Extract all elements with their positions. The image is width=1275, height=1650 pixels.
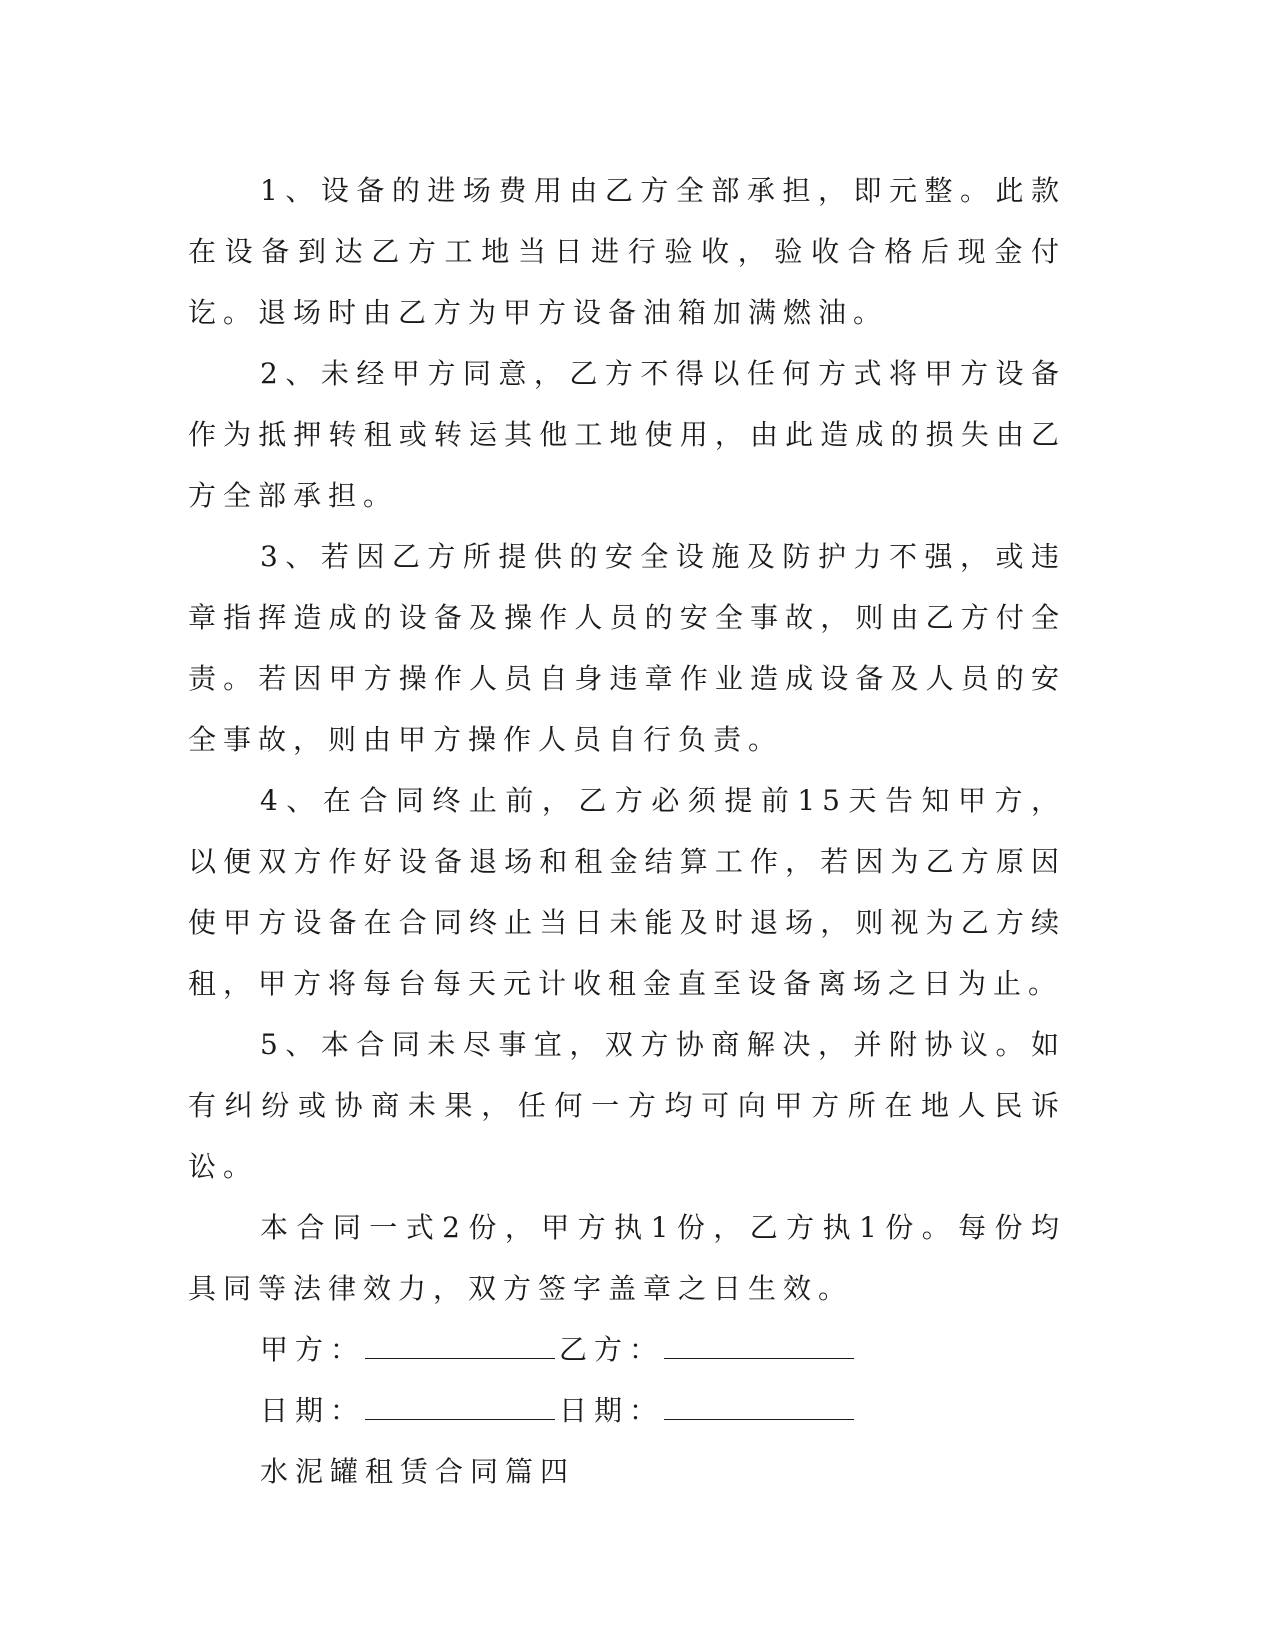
signature-row-dates — [260, 1380, 1066, 1441]
date-a-label: 日期： — [260, 1394, 366, 1427]
clause-3: 3、若因乙方所提供的安全设施及防护力不强，或违章指挥造成的设备及操作人员的安全事故，则由乙方付全责。若因甲方操作人员自身违章作业造成设备及人员的安全事故，则由甲方操作人员自行负责。 — [188, 540, 1066, 756]
closing-paragraph: 本合同一式2份，甲方执1份，乙方执1份。每份均具同等法律效力，双方签字盖章之日生效。 — [188, 1211, 1066, 1305]
clause-5: 5、本合同未尽事宜，双方协商解决，并附协议。如有纠纷或协商未果，任何一方均可向甲方所在地人民诉讼。 — [188, 1028, 1066, 1183]
clause-4: 4、在合同终止前，乙方必须提前15天告知甲方，以便双方作好设备退场和租金结算工作，若因为乙方原因使甲方设备在合同终止当日未能及时退场，则视为乙方续租，甲方将每台每天元计收租金直至设备离场之日为止。 — [188, 784, 1066, 1000]
party-b-signature-line — [664, 1336, 854, 1359]
date-b-label: 日期： — [559, 1394, 665, 1427]
party-b-label: 乙方： — [559, 1333, 665, 1366]
document-body — [188, 160, 1066, 1502]
date-a-line — [365, 1397, 555, 1420]
party-a-signature-line — [365, 1336, 555, 1359]
date-b-line — [664, 1397, 854, 1420]
clause-2: 2、未经甲方同意，乙方不得以任何方式将甲方设备作为抵押转租或转运其他工地使用，由此造成的损失由乙方全部承担。 — [188, 357, 1066, 512]
clause-1: 1、设备的进场费用由乙方全部承担，即元整。此款在设备到达乙方工地当日进行验收，验收合格后现金付讫。退场时由乙方为甲方设备油箱加满燃油。 — [188, 174, 1066, 329]
party-a-label: 甲方： — [260, 1333, 366, 1366]
signature-row-parties — [260, 1319, 1066, 1380]
next-section-heading: 水泥罐租赁合同篇四 — [260, 1455, 576, 1488]
